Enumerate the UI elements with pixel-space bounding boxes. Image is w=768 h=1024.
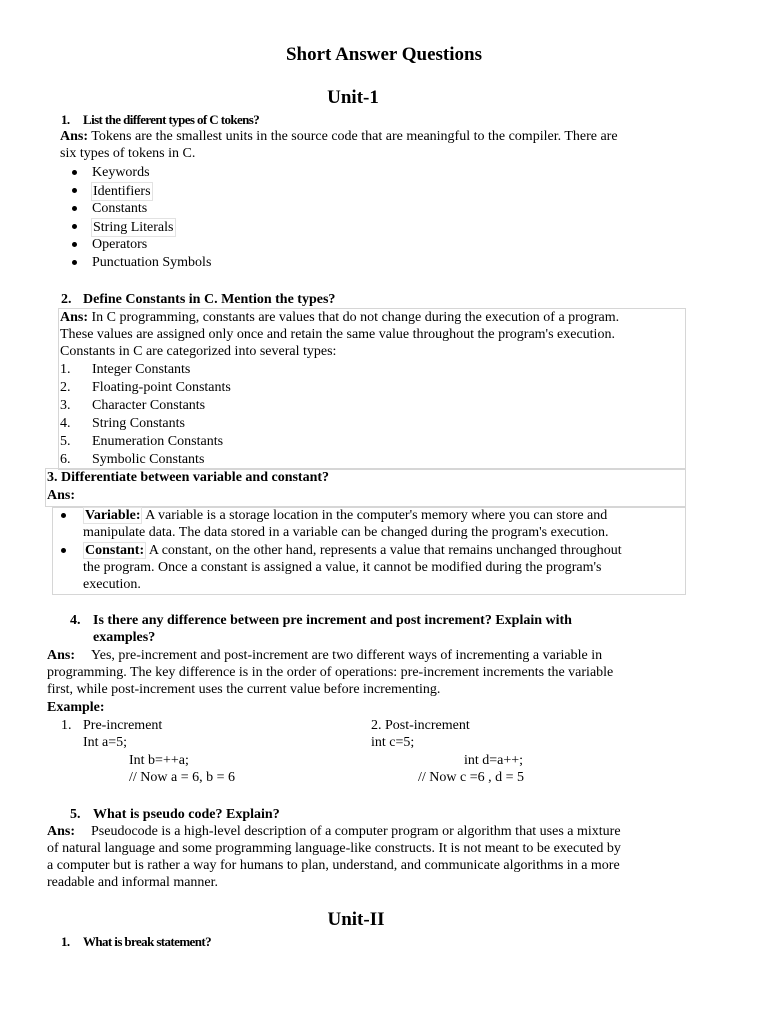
q5-answer-line3: a computer but is rather a way for humans to plan, understand, and communicate algorithms in a more — [47, 858, 620, 873]
q5-number: 5. — [70, 807, 81, 822]
constant-type-number: 4. — [60, 416, 71, 431]
token-item: Punctuation Symbols — [92, 255, 212, 270]
constant-type-item: Floating-point Constants — [92, 380, 231, 395]
q5-answer-line2: of natural language and some programming language-like constructs. It is not meant to be executed by — [47, 841, 621, 856]
bullet-icon — [72, 170, 77, 175]
page-title: Short Answer Questions — [285, 44, 482, 65]
token-item: Constants — [92, 201, 148, 216]
q2-text: Define Constants in C. Mention the types? — [83, 292, 336, 307]
token-item: Identifiers — [93, 184, 151, 199]
token-item: String Literals — [93, 220, 174, 235]
bullet-icon — [72, 242, 77, 247]
pre-code-comment: // Now a = 6, b = 6 — [129, 770, 236, 785]
pre-increment-title: Pre-increment — [83, 718, 163, 733]
q1-answer-line2: six types of tokens in C. — [60, 146, 196, 161]
variable-line2: manipulate data. The data stored in a variable can be changed during the program's execution. — [83, 525, 609, 540]
constant-type-item: Enumeration Constants — [92, 434, 224, 449]
token-item: Keywords — [92, 165, 150, 180]
token-item: Operators — [92, 237, 148, 252]
q5-answer-line1: Ans: Pseudocode is a high-level description of a computer program or algorithm that uses a mixture — [47, 824, 621, 839]
post-code-line: int d=a++; — [464, 753, 524, 768]
q3-text: 3. Differentiate between variable and constant? — [47, 470, 330, 485]
bullet-icon — [72, 206, 77, 211]
constant-line2: the program. Once a constant is assigned a value, it cannot be modified during the program's — [83, 560, 602, 575]
pre-code-line: Int a=5; — [83, 735, 128, 750]
constant-type-number: 5. — [60, 434, 71, 449]
constant-type-item: Character Constants — [92, 398, 206, 413]
post-code-line: int c=5; — [371, 735, 415, 750]
q1-text: List the different types of C tokens? — [83, 112, 260, 127]
q2-number: 2. — [61, 292, 72, 307]
constant-type-number: 6. — [60, 452, 71, 467]
q4-text-line2: examples? — [93, 630, 156, 645]
q4-answer-line3: first, while post-increment uses the current value before incrementing. — [47, 682, 441, 697]
unit2-heading: Unit-II — [327, 909, 385, 930]
q1-number: 1. — [61, 112, 70, 127]
bullet-icon — [72, 260, 77, 265]
constant-type-number: 3. — [60, 398, 71, 413]
bullet-icon — [72, 188, 77, 193]
unit2-q1-number: 1. — [61, 934, 70, 949]
q5-text: What is pseudo code? Explain? — [93, 807, 280, 822]
q4-answer-line1: Ans: Yes, pre-increment and post-increment are two different ways of incrementing a variable in — [47, 648, 603, 663]
post-code-comment: // Now c =6 , d = 5 — [418, 770, 525, 785]
q4-ans-label: Ans: — [47, 648, 76, 663]
constant-line1: Constant: A constant, on the other hand, represents a value that remains unchanged throughout — [85, 543, 622, 558]
q4-text-line1: Is there any difference between pre increment and post increment? Explain with — [93, 613, 572, 628]
q3-ans-label: Ans: — [47, 488, 76, 503]
unit2-q1-text: What is break statement? — [83, 934, 211, 949]
q2-answer-line3: Constants in C are categorized into several types: — [60, 344, 337, 359]
q1-answer-line1: Ans: Tokens are the smallest units in the source code that are meaningful to the compiler. There are — [60, 129, 618, 144]
example-label: Example: — [47, 700, 105, 715]
post-increment-title: 2. Post-increment — [371, 718, 470, 733]
variable-label: Variable: — [85, 508, 141, 523]
bullet-icon — [72, 224, 77, 229]
bullet-icon — [61, 548, 66, 553]
constant-type-item: String Constants — [92, 416, 185, 431]
q4-number: 4. — [70, 613, 81, 628]
pre-increment-number: 1. — [61, 718, 72, 733]
q2-answer-line1: Ans: In C programming, constants are values that do not change during the execution of a program. — [60, 310, 620, 325]
unit1-heading: Unit-1 — [327, 87, 379, 108]
constant-type-number: 1. — [60, 362, 71, 377]
q5-answer-line4: readable and informal manner. — [47, 875, 219, 890]
q1-ans-label: Ans: — [60, 129, 89, 144]
bullet-icon — [61, 513, 66, 518]
constant-label: Constant: — [85, 543, 145, 558]
q5-ans-label: Ans: — [47, 824, 76, 839]
q4-answer-line2: programming. The key difference is in the order of operations: pre-increment increments the variable — [47, 665, 614, 680]
q2-answer-line2: These values are assigned only once and retain the same value throughout the program's execution. — [60, 327, 615, 342]
constant-type-item: Symbolic Constants — [92, 452, 205, 467]
constant-type-item: Integer Constants — [92, 362, 191, 377]
q2-ans-label: Ans: — [60, 310, 89, 325]
constant-line3: execution. — [83, 577, 141, 592]
pre-code-line: Int b=++a; — [129, 753, 189, 768]
constant-type-number: 2. — [60, 380, 71, 395]
variable-line1: Variable: A variable is a storage location in the computer's memory where you can store and — [85, 508, 608, 523]
